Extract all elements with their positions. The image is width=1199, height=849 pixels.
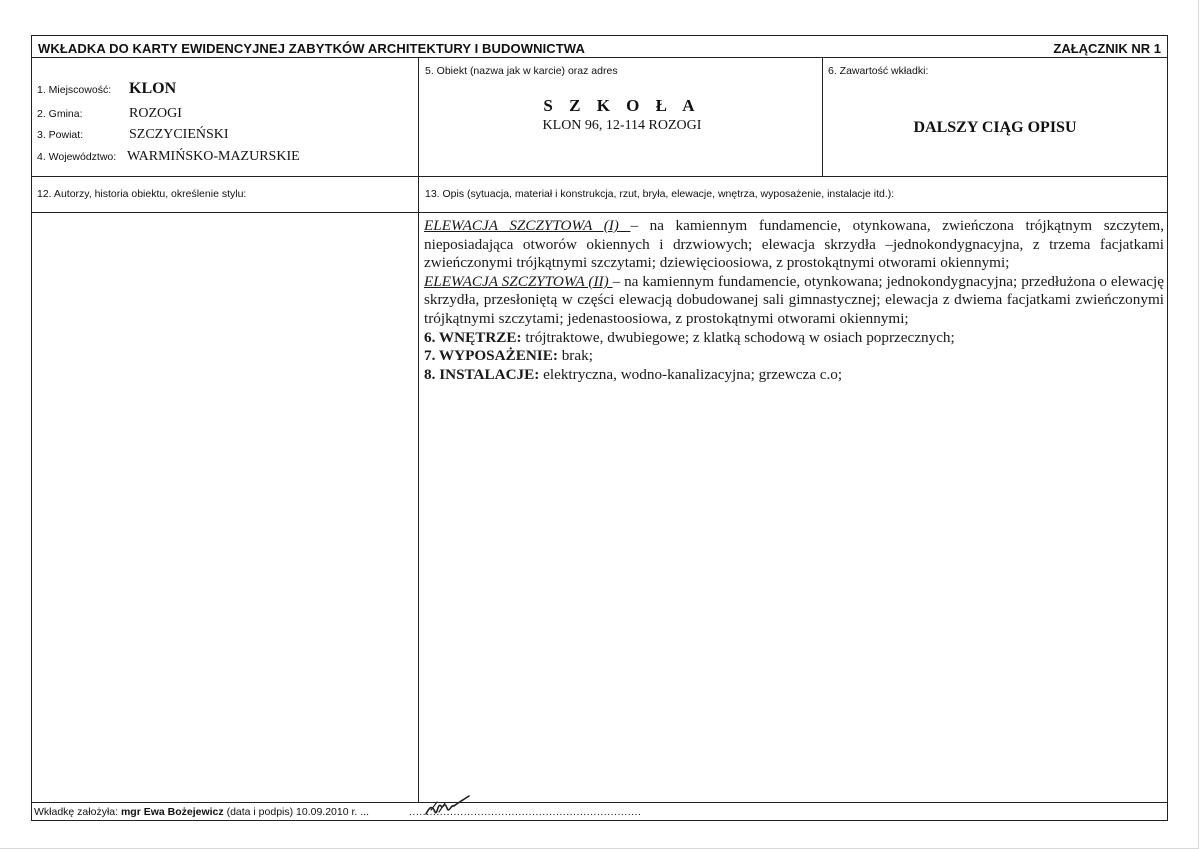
commune-value: ROZOGI xyxy=(129,106,182,121)
footer-note: (data i podpis) 10.09.2010 r. ... xyxy=(223,806,370,818)
voivodeship-value: WARMIŃSKO-MAZURSKIE xyxy=(127,149,300,164)
elevation-2-text: – na kamiennym fundamencie, otynkowana; jednokondygnacyjna; przedłużona o elewację skrzydła, przesłoniętą w części elewacją dobudowanej sali gimnastycznej; elewacja z dwiema facjatkami zwieńczonymi trójkątnymi szczytami; jedenastoosiowa, z prostokątnymi otworami okiennymi; xyxy=(424,272,1164,327)
interiors-text: trójtraktowe, dwubiegowe; z klatką schodową w osiach poprzecznych; xyxy=(521,328,955,346)
object-name: S Z K O Ł A xyxy=(543,96,701,115)
county-label: 3. Powiat: xyxy=(37,129,84,141)
footer-prefix: Wkładkę założyła: xyxy=(34,806,121,818)
header-divider xyxy=(32,57,1167,58)
installations-title: 8. INSTALACJE: xyxy=(424,365,540,383)
voivodeship-label: 4. Województwo: xyxy=(37,151,117,163)
footer-divider xyxy=(32,802,1167,803)
county-value: SZCZYCIEŃSKI xyxy=(129,127,229,142)
elevation-2-title: ELEWACJA SZCZYTOWA (II) xyxy=(424,272,613,290)
elevation-2-paragraph xyxy=(424,273,1164,329)
handwritten-signature xyxy=(423,794,471,818)
description-label: 13. Opis (sytuacja, materiał i konstrukcja, rzut, bryła, elewacje, wnętrza, wyposażenie, instalacje itd.): xyxy=(425,188,895,200)
left-column-divider xyxy=(418,57,419,802)
equipment-title: 7. WYPOSAŻENIE: xyxy=(424,347,558,365)
top-section-divider xyxy=(32,176,1167,177)
contents-label: 6. Zawartość wkładki: xyxy=(828,65,929,77)
commune-field xyxy=(37,104,182,122)
commune-label: 2. Gmina: xyxy=(37,108,83,120)
description-text xyxy=(424,217,1164,384)
installations-text: elektryczna, wodno-kanalizacyjna; grzewcza c.o; xyxy=(539,365,843,383)
elevation-1-text: – na kamiennym fundamencie, otynkowana, zwieńczona trójkątnym szczytem, nieposiadająca otworów okiennych i drzwiowych; elewacja skrzydła –jednokondygnacyjna, z trzema facjatkami zwieńczonymi trójkątnymi szczytami; dziewięcioosiowa, z prostokątnymi otworami okiennymi; xyxy=(424,217,1164,272)
county-field xyxy=(37,125,229,143)
town-value: KLON xyxy=(129,80,177,97)
voivodeship-field xyxy=(37,147,300,165)
elevation-1-paragraph xyxy=(424,217,1164,273)
interiors-title: 6. WNĘTRZE: xyxy=(424,328,522,346)
label-row-divider xyxy=(32,212,1167,213)
authors-label: 12. Autorzy, historia obiektu, określenie stylu: xyxy=(37,188,247,200)
footer-author: mgr Ewa Bożejewicz xyxy=(120,806,224,818)
signature-dots: .................................................................... xyxy=(409,806,642,818)
equipment-paragraph xyxy=(424,347,1164,366)
town-label: 1. Miejscowość: xyxy=(37,84,112,96)
equipment-text: brak; xyxy=(557,347,593,365)
interiors-paragraph xyxy=(424,329,1164,348)
form-title: WKŁADKA DO KARTY EWIDENCYJNEJ ZABYTKÓW ARCHITEKTURY I BUDOWNICTWA xyxy=(38,41,585,56)
installations-paragraph xyxy=(424,366,1164,385)
object-label: 5. Obiekt (nazwa jak w karcie) oraz adres xyxy=(425,65,618,77)
attachment-number: ZAŁĄCZNIK NR 1 xyxy=(1053,41,1161,56)
elevation-1-title: ELEWACJA SZCZYTOWA (I) xyxy=(424,217,631,234)
object-address: KLON 96, 12-114 ROZOGI xyxy=(542,118,702,133)
record-insert-form xyxy=(31,35,1168,821)
object-block xyxy=(422,96,822,134)
footer-line xyxy=(34,806,641,818)
contents-value: DALSZY CIĄG OPISU xyxy=(913,119,1077,136)
right-column-divider xyxy=(822,57,823,176)
town-field xyxy=(37,80,176,98)
